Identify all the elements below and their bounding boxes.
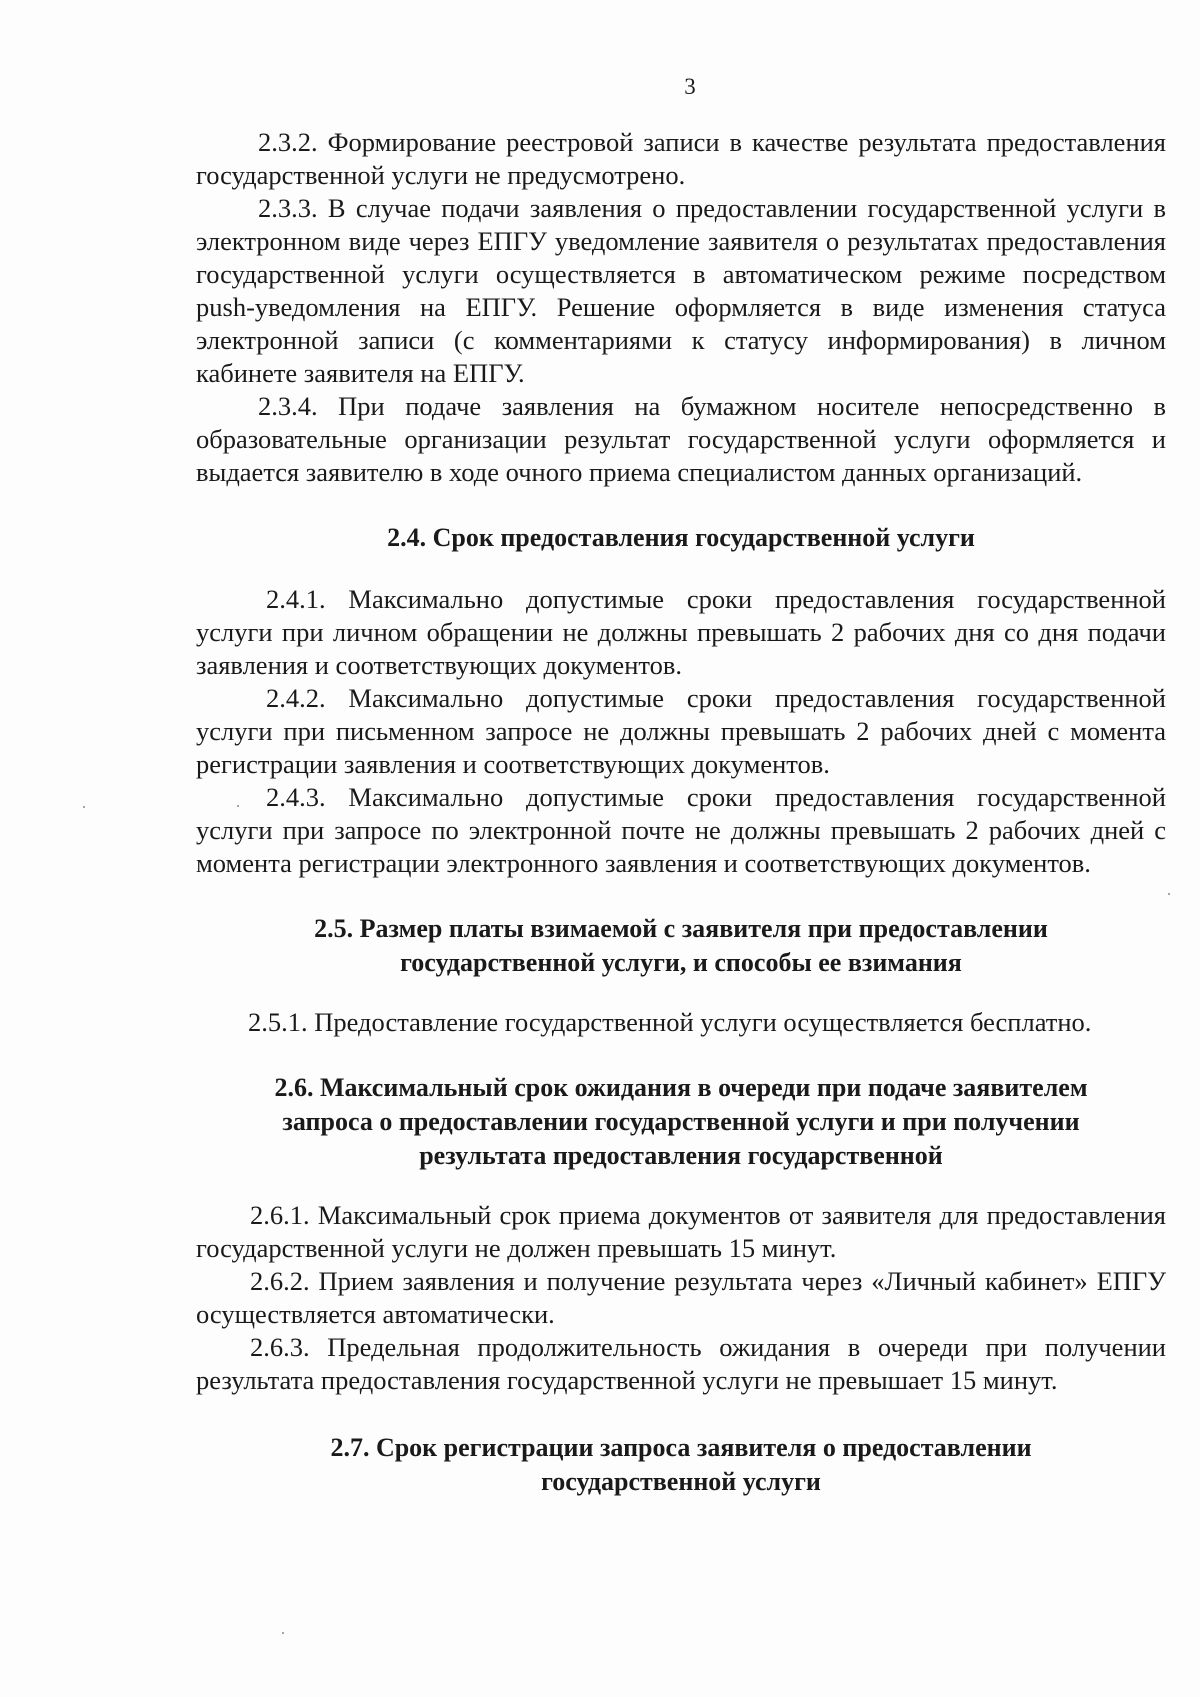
- heading-2-7: [196, 1431, 1166, 1499]
- heading-2-6: [196, 1071, 1166, 1173]
- heading-2-4: 2.4. Срок предоставления государственной услуги: [387, 523, 975, 552]
- scan-speck: [83, 806, 85, 808]
- scan-speck: [237, 805, 239, 807]
- paragraph-2-6-1: 2.6.1. Максимальный срок приема документов от заявителя для предоставления государственной услуги не должен превышать 15 минут.: [196, 1200, 1166, 1263]
- heading-2-5-line: государственной услуги, и способы ее взимания: [400, 948, 962, 977]
- heading-2-5: [196, 912, 1166, 980]
- paragraph-2-4-2: 2.4.2. Максимально допустимые сроки предоставления государственной услуги при письменном запросе не должны превышать 2 рабочих дней с момента регистрации заявления и соответствующих документов.: [196, 683, 1166, 779]
- paragraph-2-3-3: 2.3.3. В случае подачи заявления о предоставлении государственной услуги в электронном виде через ЕПГУ уведомление заявителя о результатах предоставления государственной услуги осуществляется в автоматическом режиме посредством push-уведомления на ЕПГУ. Решение оформляется в виде изменения статуса электронной записи (с комментариями к статусу информирования) в личном кабинете заявителя на ЕПГУ.: [196, 193, 1166, 388]
- section-2-3: [196, 126, 1166, 489]
- section-2-6: [196, 1199, 1166, 1397]
- paragraph-2-3-4: 2.3.4. При подаче заявления на бумажном носителе непосредственно в образовательные организации результат государственной услуги оформляется и выдается заявителю в ходе очного приема специалистом данных организаций.: [196, 391, 1166, 487]
- heading-2-5-line: 2.5. Размер платы взимаемой с заявителя при предоставлении: [314, 914, 1048, 943]
- paragraph-2-3-2: 2.3.2. Формирование реестровой записи в качестве результата предоставления государственной услуги не предусмотрено.: [196, 127, 1166, 190]
- paragraph-2-4-1: 2.4.1. Максимально допустимые сроки предоставления государственной услуги при личном обращении не должны превышать 2 рабочих дня со дня подачи заявления и соответствующих документов.: [196, 584, 1166, 680]
- paragraph-2-6-3: 2.6.3. Предельная продолжительность ожидания в очереди при получении результата предоставления государственной услуги не превышает 15 минут.: [196, 1332, 1166, 1395]
- heading-2-6-line: 2.6. Максимальный срок ожидания в очереди при подаче заявителем: [274, 1073, 1088, 1102]
- page-number: 3: [684, 74, 696, 99]
- document-body: [196, 126, 1166, 1499]
- paragraph-2-5-1: 2.5.1. Предоставление государственной услуги осуществляется бесплатно.: [248, 1007, 1092, 1037]
- scan-speck: [1168, 893, 1170, 895]
- section-2-4: [196, 583, 1166, 880]
- paragraph-2-4-3: 2.4.3. Максимально допустимые сроки предоставления государственной услуги при запросе по электронной почте не должны превышать 2 рабочих дней с момента регистрации электронного заявления и соответствующих документов.: [196, 782, 1166, 878]
- scan-speck: [282, 1632, 284, 1634]
- heading-2-7-line: 2.7. Срок регистрации запроса заявителя о предоставлении: [330, 1433, 1032, 1462]
- section-2-5: [196, 1006, 1166, 1039]
- heading-2-7-line: государственной услуги: [541, 1467, 821, 1496]
- heading-2-6-line: результата предоставления государственной: [419, 1141, 943, 1170]
- heading-2-6-line: запроса о предоставлении государственной услуги и при получении: [282, 1107, 1080, 1136]
- paragraph-2-6-2: 2.6.2. Прием заявления и получение результата через «Личный кабинет» ЕПГУ осуществляется автоматически.: [196, 1266, 1166, 1329]
